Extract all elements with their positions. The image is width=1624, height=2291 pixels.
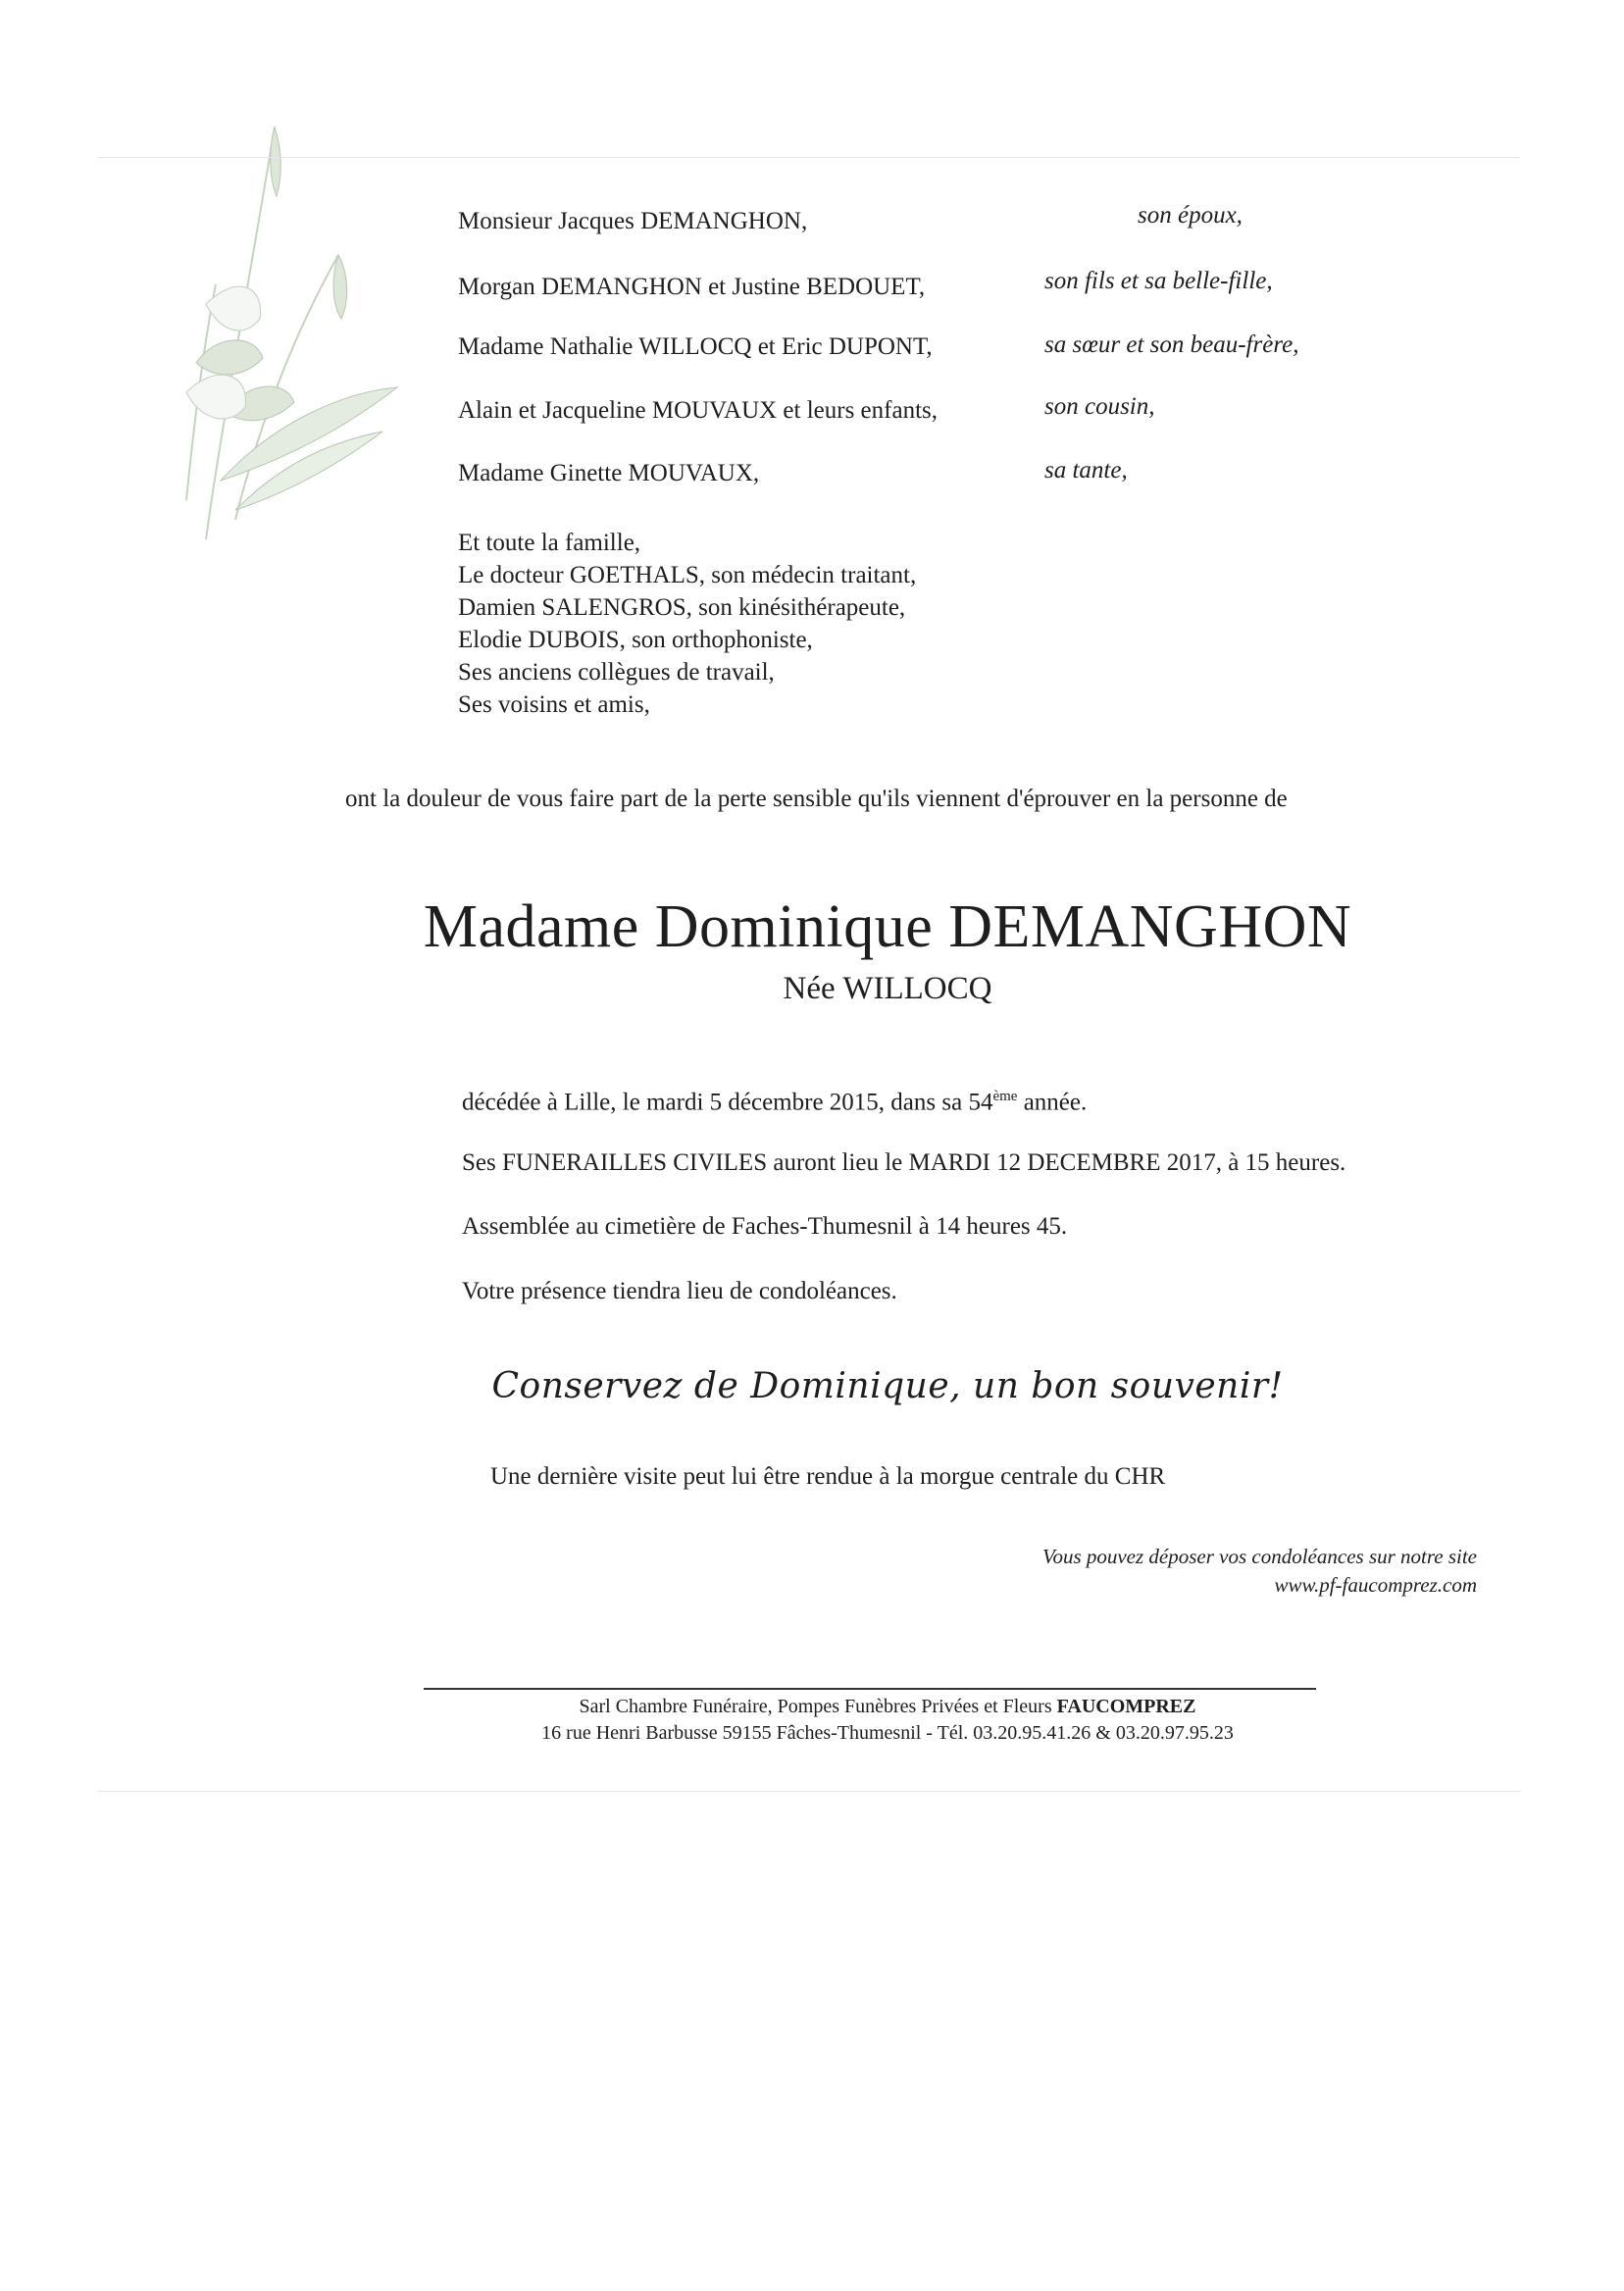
deceased-birth-name: Née WILLOCQ [783,971,992,1006]
family-member-relation: son époux, [1138,202,1243,229]
funeral-details: Ses FUNERAILLES CIVILES auront lieu le MARDI 12 DECEMBRE 2017, à 15 heures. [462,1149,1346,1176]
mourner-line: Et toute la famille, [458,530,641,556]
mourner-line: Damien SALENGROS, son kinésithérapeute, [458,594,906,621]
condolences-note: Votre présence tiendra lieu de condoléances. [462,1278,897,1304]
website-url: www.pf-faucomprez.com [1274,1573,1477,1597]
company-footer [392,1694,1383,1747]
family-member-relation: sa tante, [1044,457,1128,484]
family-member-relation: son cousin, [1044,393,1155,420]
scan-edge-line [98,1791,1520,1792]
visit-information: Une dernière visite peut lui être rendue à la morgue centrale du CHR [490,1463,1166,1490]
family-member-name: Alain et Jacqueline MOUVAUX et leurs enfants, [458,397,939,424]
family-member-relation: son fils et sa belle-fille, [1044,268,1273,294]
website-note [1042,1543,1477,1600]
family-member-name: Monsieur Jacques DEMANGHON, [458,208,808,234]
company-name-line: Sarl Chambre Funéraire, Pompes Funèbres Privées et Fleurs FAUCOMPREZ [579,1696,1196,1717]
website-note-text: Vous pouvez déposer vos condoléances sur notre site [1041,1545,1477,1568]
family-member-name: Morgan DEMANGHON et Justine BEDOUET, [458,274,926,300]
other-mourners [458,527,916,721]
mourner-line: Ses voisins et amis, [458,691,650,718]
deceased-name: Madame Dominique DEMANGHON [423,893,1352,960]
mourner-line: Elodie DUBOIS, son orthophoniste, [458,627,813,653]
mourner-line: Ses anciens collègues de travail, [458,659,775,686]
family-member-name: Madame Nathalie WILLOCQ et Eric DUPONT, [458,333,933,360]
announcement-text: ont la douleur de vous faire part de la perte sensible qu'ils viennent d'éprouver en la personne de [345,786,1288,812]
memorial-quote: Conservez de Dominique, un bon souvenir! [491,1366,1284,1406]
company-address: 16 rue Henri Barbusse 59155 Fâches-Thumesnil - Tél. 03.20.95.41.26 & 03.20.97.95.23 [541,1722,1234,1744]
family-member-relation: sa sœur et son beau-frère, [1044,331,1299,358]
footer-divider [424,1688,1316,1690]
lily-flower-illustration [167,108,402,549]
family-member-name: Madame Ginette MOUVAUX, [458,460,760,486]
death-details: décédée à Lille, le mardi 5 décembre 2015, dans sa 54ème année. [462,1089,1088,1116]
assembly-details: Assemblée au cimetière de Faches-Thumesnil à 14 heures 45. [462,1213,1068,1240]
scan-edge-line [98,157,1520,158]
mourner-line: Le docteur GOETHALS, son médecin traitant, [458,562,917,588]
